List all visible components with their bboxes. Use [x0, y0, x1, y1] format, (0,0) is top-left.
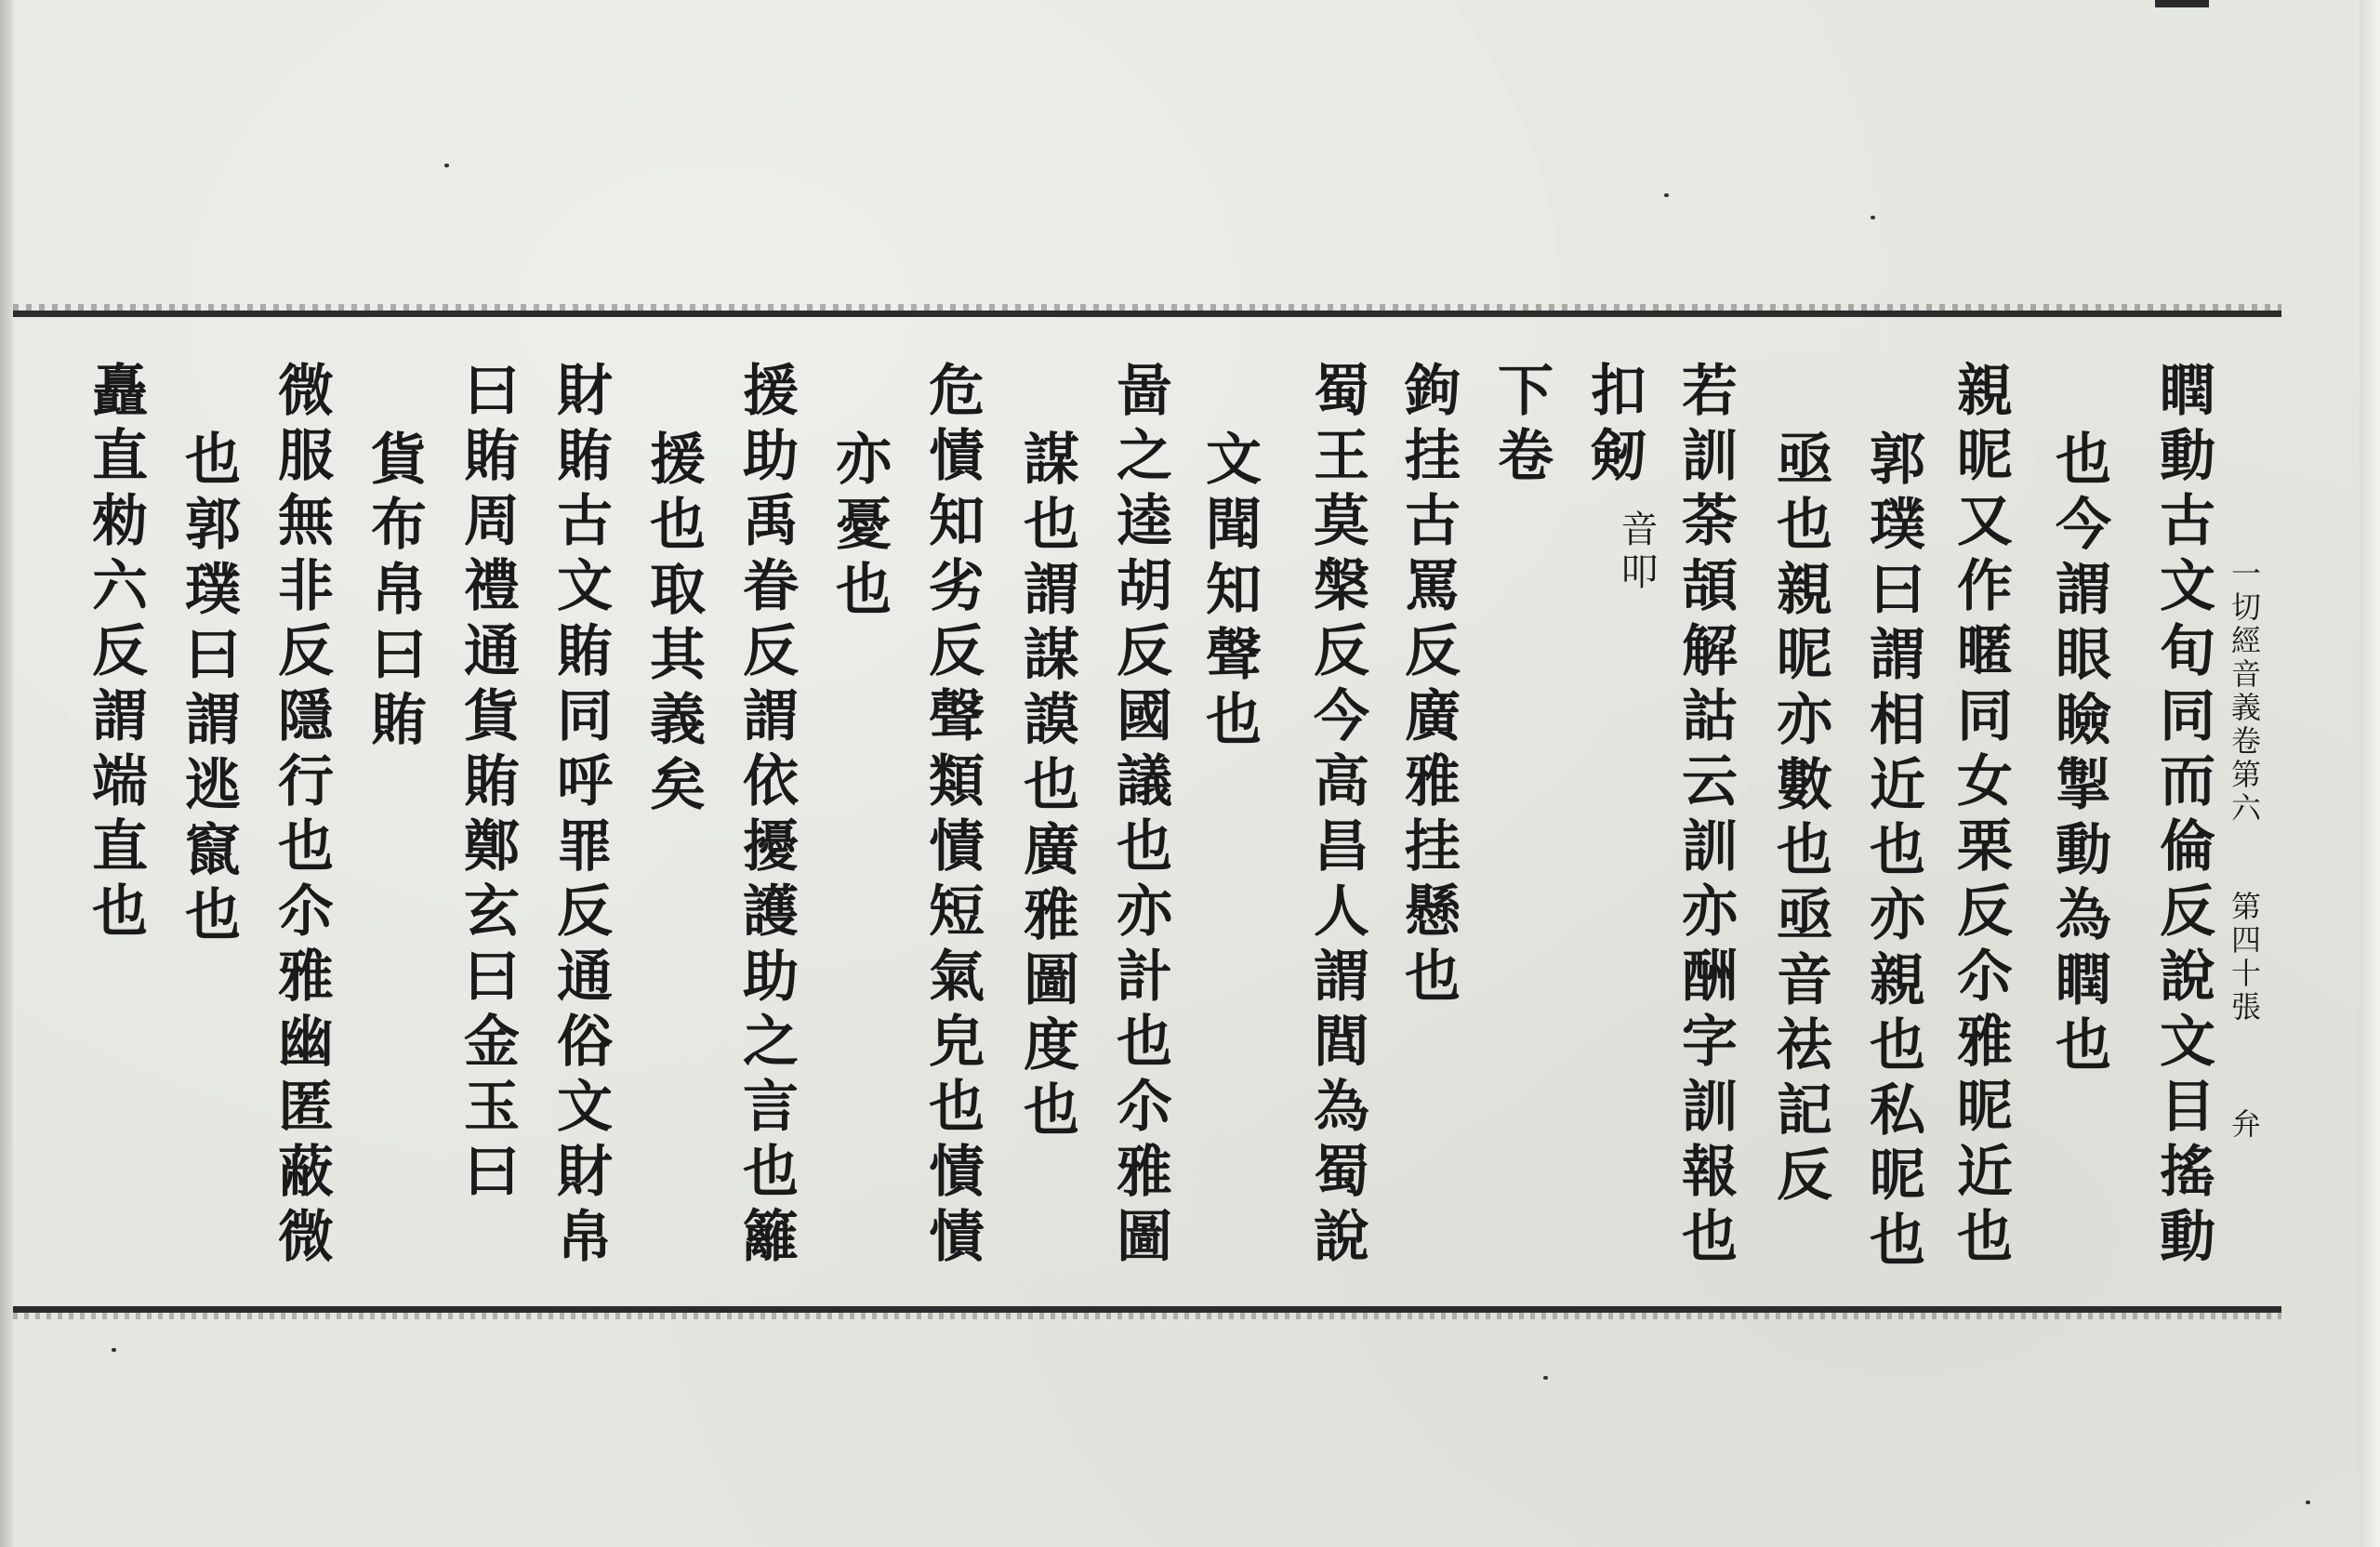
- text-column-1: 瞤動古文旬同而倫反說文目搖動: [2150, 361, 2215, 1272]
- paper-speck: [1871, 216, 1875, 219]
- paper-speck: [1543, 1376, 1548, 1380]
- text-column-7-note: 音叩: [1615, 509, 1658, 595]
- text-column-18: 財賄古文賄同呼罪反通俗文財帛: [548, 361, 613, 1272]
- text-column-13: 謀也謂謀謨也廣雅圖度也: [1014, 430, 1079, 1145]
- text-column-4: 郭璞曰謂相近也亦親也私昵也: [1860, 430, 1925, 1276]
- paper-speck: [1664, 193, 1669, 197]
- text-column-3: 親昵又作暱同女栗反尒雅昵近也: [1948, 361, 2013, 1272]
- text-column-10: 蜀王莫槃反今高昌人謂閭為蜀說: [1304, 361, 1369, 1272]
- text-column-7: 扣剱: [1581, 361, 1646, 491]
- margin-title: 一切經音義卷第六: [2227, 558, 2262, 826]
- text-column-2: 也今謂眼瞼掣動為瞤也: [2046, 430, 2111, 1080]
- paper-speck: [444, 164, 449, 167]
- text-column-12: 啚之逵胡反國議也亦計也尒雅圖: [1107, 361, 1172, 1272]
- text-column-6: 若訓荼頡解詁云訓亦酬字訓報也: [1673, 361, 1738, 1272]
- text-column-15: 亦憂也: [826, 430, 892, 625]
- margin-mark: 弁: [2227, 1108, 2262, 1142]
- page-right-edge: [2360, 0, 2380, 1547]
- text-column-9: 鉤挂古罵反廣雅挂懸也: [1395, 361, 1461, 1012]
- text-column-8: 下卷: [1488, 361, 1554, 491]
- text-column-23: 矗直勑六反謂端直也: [83, 361, 148, 946]
- text-column-19: 曰賄周禮通貨賄鄭玄曰金玉曰: [455, 361, 520, 1207]
- printed-top-mark: [2155, 0, 2209, 7]
- page-left-edge: [0, 0, 13, 1547]
- text-column-16: 援助禹眷反謂依擾護助之言也籬: [734, 361, 799, 1272]
- text-column-22: 也郭璞曰謂逃竄也: [176, 430, 241, 950]
- paper-speck: [2306, 1501, 2310, 1504]
- text-column-17: 援也取其義矣: [641, 430, 706, 820]
- text-column-5: 亟也親昵亦數也亟音祛記反: [1767, 430, 1832, 1210]
- margin-leaf-number: 第四十張: [2227, 891, 2262, 1025]
- text-column-11: 文聞知聲也: [1197, 430, 1262, 755]
- paper-speck: [112, 1348, 116, 1352]
- text-column-14: 危㥽知劣反聲類㥽短氣皃也㥽㥽: [919, 361, 985, 1272]
- text-column-21: 微服無非反隱行也尒雅幽匿蔽微: [269, 361, 334, 1272]
- text-column-20: 貨布帛曰賄: [362, 430, 427, 755]
